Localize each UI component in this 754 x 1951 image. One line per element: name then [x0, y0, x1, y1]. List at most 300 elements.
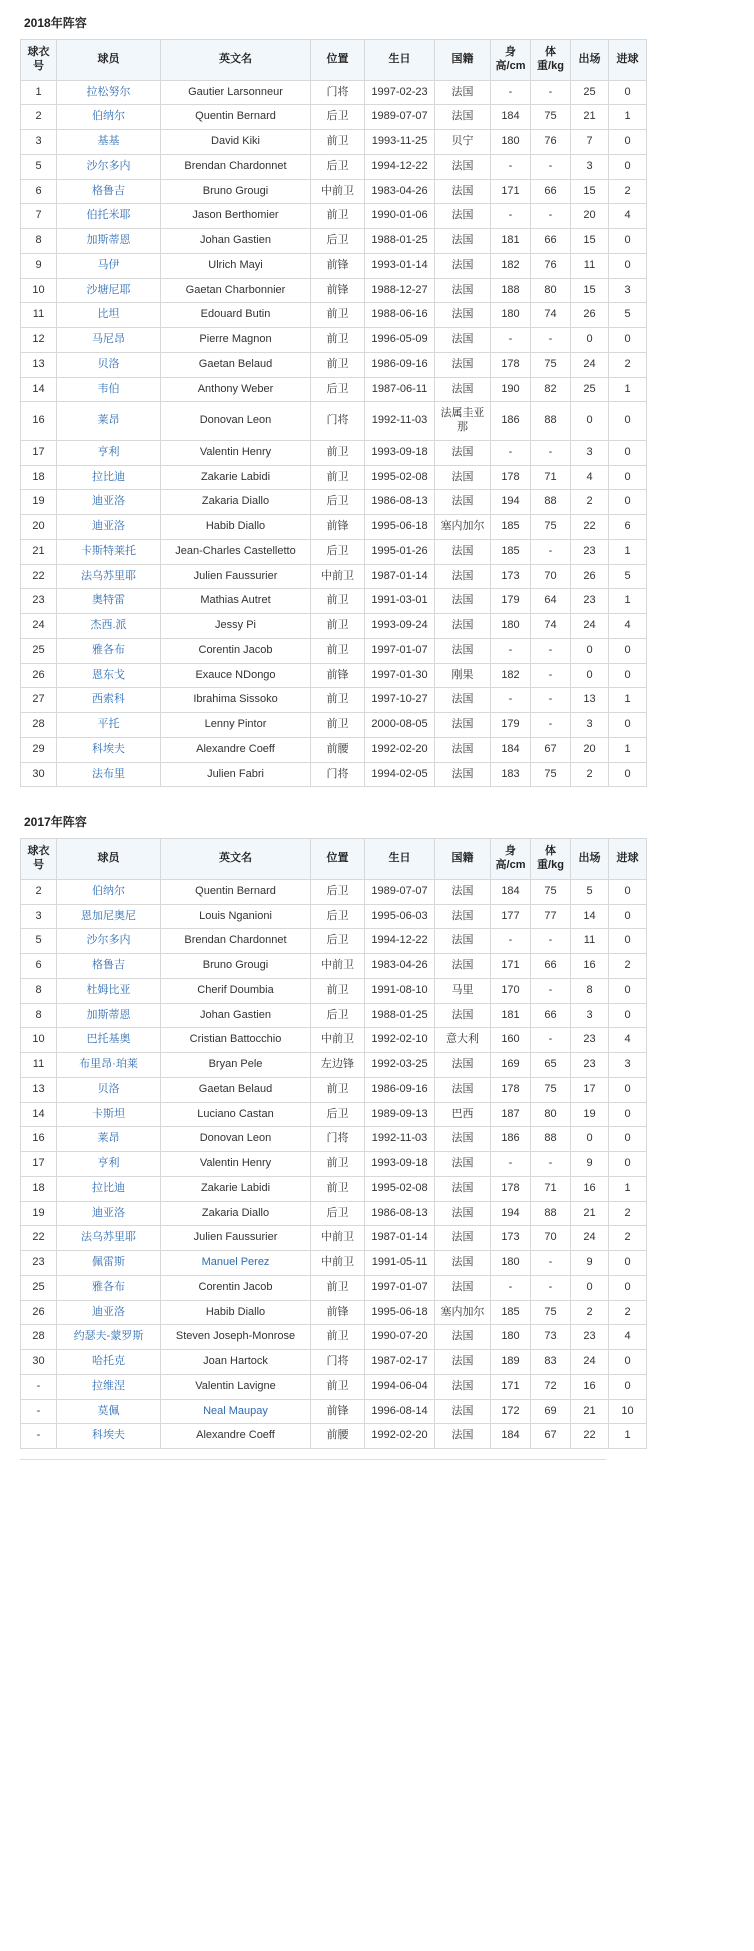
player-name-en: Gaetan Belaud: [161, 352, 311, 377]
player-name-cn[interactable]: 雅各布: [57, 638, 161, 663]
player-name-cn[interactable]: 拉松努尔: [57, 80, 161, 105]
table-cell: 0: [571, 638, 609, 663]
table-cell: 5: [21, 929, 57, 954]
player-name-cn[interactable]: 恩东戈: [57, 663, 161, 688]
player-name-en: Habib Diallo: [161, 515, 311, 540]
player-name-en: Julien Faussurier: [161, 1226, 311, 1251]
table-cell: 17: [21, 440, 57, 465]
table-cell: 185: [491, 1300, 531, 1325]
table-cell: 1990-01-06: [365, 204, 435, 229]
player-name-en: Jessy Pi: [161, 614, 311, 639]
table-cell: 法国: [435, 179, 491, 204]
table-cell: 3: [571, 154, 609, 179]
player-name-en: Gautier Larsonneur: [161, 80, 311, 105]
table-cell: 前锋: [311, 253, 365, 278]
player-name-cn[interactable]: 贝洛: [57, 1077, 161, 1102]
table-cell: 1995-02-08: [365, 465, 435, 490]
table-cell: 16: [571, 954, 609, 979]
table-cell: 21: [571, 1399, 609, 1424]
table-cell: 法国: [435, 713, 491, 738]
table-cell: 14: [571, 904, 609, 929]
section-title: 2017年阵容: [24, 815, 87, 830]
player-name-cn[interactable]: 沙尔多内: [57, 154, 161, 179]
table-cell: 20: [571, 737, 609, 762]
table-cell: 2: [609, 1300, 647, 1325]
table-cell: 14: [21, 377, 57, 402]
table-cell: 27: [21, 688, 57, 713]
table-cell: 1987-01-14: [365, 1226, 435, 1251]
player-name-cn[interactable]: 哈托克: [57, 1350, 161, 1375]
player-name-cn[interactable]: 巴托基奥: [57, 1028, 161, 1053]
table-cell: 0: [609, 402, 647, 441]
table-cell: 1997-01-07: [365, 1275, 435, 1300]
table-cell: 后卫: [311, 879, 365, 904]
player-name-en: Cristian Battocchio: [161, 1028, 311, 1053]
player-name-cn[interactable]: 奥特雷: [57, 589, 161, 614]
table-cell: 194: [491, 490, 531, 515]
table-cell: 15: [571, 229, 609, 254]
table-cell: 法国: [435, 1077, 491, 1102]
table-cell: 3: [21, 904, 57, 929]
player-name-en[interactable]: Manuel Perez: [161, 1251, 311, 1276]
table-cell: -: [491, 688, 531, 713]
player-name-cn[interactable]: 格鲁吉: [57, 179, 161, 204]
player-name-cn[interactable]: 恩加尼奥尼: [57, 904, 161, 929]
player-name-cn[interactable]: 佩雷斯: [57, 1251, 161, 1276]
table-row: [21, 879, 647, 904]
table-cell: 0: [609, 1127, 647, 1152]
column-header: 国籍: [435, 40, 491, 81]
player-name-en: Ibrahima Sissoko: [161, 688, 311, 713]
table-cell: 13: [21, 352, 57, 377]
table-cell: 2: [571, 762, 609, 787]
table-cell: 前卫: [311, 1176, 365, 1201]
table-cell: 177: [491, 904, 531, 929]
player-name-cn[interactable]: 杰西.派: [57, 614, 161, 639]
table-cell: 0: [609, 713, 647, 738]
player-name-cn[interactable]: 伯托米耶: [57, 204, 161, 229]
table-cell: -: [531, 713, 571, 738]
player-name-en: Gaetan Belaud: [161, 1077, 311, 1102]
table-cell: 后卫: [311, 1102, 365, 1127]
table-cell: 17: [571, 1077, 609, 1102]
table-row: [21, 253, 647, 278]
table-cell: 8: [21, 1003, 57, 1028]
player-name-cn[interactable]: 卡斯特莱托: [57, 539, 161, 564]
section-spacer: [8, 787, 746, 803]
table-cell: 法国: [435, 589, 491, 614]
table-cell: 0: [571, 1275, 609, 1300]
table-cell: 3: [609, 1053, 647, 1078]
table-cell: 7: [21, 204, 57, 229]
player-name-cn[interactable]: 比坦: [57, 303, 161, 328]
column-header: 英文名: [161, 839, 311, 880]
player-name-cn[interactable]: 拉维涅: [57, 1374, 161, 1399]
table-cell: 前卫: [311, 614, 365, 639]
table-cell: 171: [491, 179, 531, 204]
table-cell: 法国: [435, 253, 491, 278]
table-cell: 门将: [311, 80, 365, 105]
player-name-en: Johan Gastien: [161, 229, 311, 254]
table-row: [21, 688, 647, 713]
table-cell: 1993-09-18: [365, 1152, 435, 1177]
player-name-en: Bruno Grougi: [161, 954, 311, 979]
table-cell: 181: [491, 229, 531, 254]
table-cell: 4: [609, 204, 647, 229]
table-cell: -: [531, 978, 571, 1003]
table-cell: 88: [531, 1201, 571, 1226]
table-cell: 巴西: [435, 1102, 491, 1127]
table-cell: 1992-03-25: [365, 1053, 435, 1078]
table-row: [21, 1300, 647, 1325]
table-row: [21, 1127, 647, 1152]
table-cell: 0: [609, 663, 647, 688]
table-cell: 74: [531, 303, 571, 328]
player-name-cn[interactable]: 约瑟夫-蒙罗斯: [57, 1325, 161, 1350]
table-cell: 1991-03-01: [365, 589, 435, 614]
player-name-cn[interactable]: 平托: [57, 713, 161, 738]
table-cell: 69: [531, 1399, 571, 1424]
player-name-cn[interactable]: 杜姆比亚: [57, 978, 161, 1003]
table-cell: 9: [21, 253, 57, 278]
player-name-en: Habib Diallo: [161, 1300, 311, 1325]
player-name-en: Valentin Henry: [161, 440, 311, 465]
table-cell: 30: [21, 1350, 57, 1375]
table-cell: 1990-07-20: [365, 1325, 435, 1350]
table-cell: 66: [531, 229, 571, 254]
table-cell: 2: [609, 1201, 647, 1226]
table-cell: 23: [571, 1053, 609, 1078]
table-cell: 法国: [435, 154, 491, 179]
player-name-en: Joan Hartock: [161, 1350, 311, 1375]
player-name-cn[interactable]: 科埃夫: [57, 737, 161, 762]
table-cell: 75: [531, 1077, 571, 1102]
table-row: [21, 1028, 647, 1053]
table-row: [21, 1003, 647, 1028]
table-cell: 88: [531, 402, 571, 441]
player-name-cn[interactable]: 西索科: [57, 688, 161, 713]
table-cell: 1987-01-14: [365, 564, 435, 589]
table-cell: 181: [491, 1003, 531, 1028]
table-cell: -: [491, 1152, 531, 1177]
table-cell: 法国: [435, 1399, 491, 1424]
table-row: [21, 1152, 647, 1177]
player-name-cn[interactable]: 莱昂: [57, 1127, 161, 1152]
table-cell: 前卫: [311, 465, 365, 490]
table-cell: 180: [491, 1325, 531, 1350]
table-cell: 16: [571, 1176, 609, 1201]
player-name-cn[interactable]: 拉比迪: [57, 465, 161, 490]
table-row: [21, 1077, 647, 1102]
table-cell: 贝宁: [435, 130, 491, 155]
player-name-en: Alexandre Coeff: [161, 1424, 311, 1449]
player-name-cn[interactable]: 迪亚洛: [57, 515, 161, 540]
player-name-cn[interactable]: 法乌苏里耶: [57, 1226, 161, 1251]
table-cell: 塞内加尔: [435, 515, 491, 540]
table-cell: 1993-09-18: [365, 440, 435, 465]
table-row: [21, 80, 647, 105]
table-cell: 后卫: [311, 154, 365, 179]
table-cell: 0: [609, 638, 647, 663]
table-cell: 3: [571, 440, 609, 465]
table-cell: 后卫: [311, 929, 365, 954]
table-cell: 1997-01-07: [365, 638, 435, 663]
player-name-en: Anthony Weber: [161, 377, 311, 402]
table-cell: 前卫: [311, 130, 365, 155]
table-row: [21, 328, 647, 353]
table-cell: 0: [609, 1102, 647, 1127]
table-cell: 中前卫: [311, 954, 365, 979]
player-name-en: Bryan Pele: [161, 1053, 311, 1078]
player-name-cn[interactable]: 贝洛: [57, 352, 161, 377]
table-cell: 门将: [311, 402, 365, 441]
table-cell: 13: [21, 1077, 57, 1102]
player-name-cn[interactable]: 布里昂·珀莱: [57, 1053, 161, 1078]
player-name-cn[interactable]: 加斯蒂恩: [57, 229, 161, 254]
table-cell: 3: [571, 1003, 609, 1028]
table-cell: 4: [571, 465, 609, 490]
table-cell: -: [491, 204, 531, 229]
table-row: [21, 130, 647, 155]
table-cell: 24: [21, 614, 57, 639]
player-name-en: Cherif Doumbia: [161, 978, 311, 1003]
table-row: [21, 352, 647, 377]
table-cell: 后卫: [311, 539, 365, 564]
player-name-cn[interactable]: 马尼昂: [57, 328, 161, 353]
table-cell: 0: [609, 130, 647, 155]
table-cell: 前卫: [311, 303, 365, 328]
table-cell: 1983-04-26: [365, 179, 435, 204]
table-cell: 前卫: [311, 1374, 365, 1399]
player-name-cn[interactable]: 沙塘尼耶: [57, 278, 161, 303]
player-name-en: Jean-Charles Castelletto: [161, 539, 311, 564]
table-cell: -: [531, 688, 571, 713]
table-cell: 170: [491, 978, 531, 1003]
player-name-cn[interactable]: 莱昂: [57, 402, 161, 441]
table-cell: 178: [491, 1176, 531, 1201]
table-cell: 21: [571, 1201, 609, 1226]
table-cell: 0: [609, 929, 647, 954]
player-name-cn[interactable]: 卡斯坦: [57, 1102, 161, 1127]
table-row: [21, 1399, 647, 1424]
table-cell: 9: [571, 1251, 609, 1276]
table-cell: 25: [21, 1275, 57, 1300]
table-cell: 1991-05-11: [365, 1251, 435, 1276]
table-cell: 法国: [435, 465, 491, 490]
table-cell: 1: [609, 688, 647, 713]
table-cell: 66: [531, 954, 571, 979]
player-name-cn[interactable]: 法乌苏里耶: [57, 564, 161, 589]
table-cell: 1995-06-18: [365, 515, 435, 540]
table-cell: 5: [21, 154, 57, 179]
roster-section: [8, 807, 746, 1449]
table-cell: 前卫: [311, 1077, 365, 1102]
column-header: 进球: [609, 40, 647, 81]
table-cell: 0: [609, 229, 647, 254]
table-cell: 0: [609, 1152, 647, 1177]
table-row: [21, 204, 647, 229]
table-cell: 前卫: [311, 352, 365, 377]
player-name-cn[interactable]: 基基: [57, 130, 161, 155]
table-cell: 法国: [435, 564, 491, 589]
player-name-cn[interactable]: 加斯蒂恩: [57, 1003, 161, 1028]
table-cell: 1993-09-24: [365, 614, 435, 639]
player-name-cn[interactable]: 亨利: [57, 1152, 161, 1177]
table-cell: 0: [571, 328, 609, 353]
table-cell: 2: [609, 1226, 647, 1251]
table-cell: 后卫: [311, 105, 365, 130]
table-cell: 180: [491, 303, 531, 328]
table-cell: 前卫: [311, 1152, 365, 1177]
table-cell: 法国: [435, 1176, 491, 1201]
roster-table: [20, 838, 647, 1449]
table-cell: 1989-07-07: [365, 879, 435, 904]
table-cell: 24: [571, 352, 609, 377]
player-name-cn[interactable]: 格鲁吉: [57, 954, 161, 979]
table-cell: -: [491, 638, 531, 663]
table-cell: 法国: [435, 1003, 491, 1028]
table-cell: -: [21, 1424, 57, 1449]
table-cell: 16: [571, 1374, 609, 1399]
table-cell: 前卫: [311, 1325, 365, 1350]
table-row: [21, 1275, 647, 1300]
player-name-cn[interactable]: 法布里: [57, 762, 161, 787]
table-cell: 前锋: [311, 515, 365, 540]
table-cell: 后卫: [311, 1201, 365, 1226]
player-name-cn[interactable]: 沙尔多内: [57, 929, 161, 954]
table-cell: 前卫: [311, 688, 365, 713]
table-cell: 6: [609, 515, 647, 540]
table-cell: 14: [21, 1102, 57, 1127]
table-cell: 17: [21, 1152, 57, 1177]
player-name-en: Johan Gastien: [161, 1003, 311, 1028]
table-cell: 2: [571, 1300, 609, 1325]
table-cell: 189: [491, 1350, 531, 1375]
player-name-cn[interactable]: 莫佩: [57, 1399, 161, 1424]
table-cell: 73: [531, 1325, 571, 1350]
table-cell: 中前卫: [311, 179, 365, 204]
table-cell: 2: [21, 105, 57, 130]
player-name-cn[interactable]: 伯纳尔: [57, 105, 161, 130]
column-header: 位置: [311, 40, 365, 81]
bottom-spacer: [8, 1461, 746, 1477]
table-cell: 26: [21, 1300, 57, 1325]
table-cell: 1992-02-20: [365, 737, 435, 762]
table-cell: 2: [609, 954, 647, 979]
player-name-cn[interactable]: 科埃夫: [57, 1424, 161, 1449]
table-cell: 0: [609, 1251, 647, 1276]
table-cell: 1992-02-20: [365, 1424, 435, 1449]
table-cell: -: [21, 1399, 57, 1424]
table-cell: 19: [21, 490, 57, 515]
player-name-cn[interactable]: 雅各布: [57, 1275, 161, 1300]
player-name-en: Valentin Lavigne: [161, 1374, 311, 1399]
table-cell: 169: [491, 1053, 531, 1078]
table-cell: 4: [609, 1325, 647, 1350]
table-cell: 1992-11-03: [365, 402, 435, 441]
player-name-en: Zakarie Labidi: [161, 1176, 311, 1201]
player-name-en: Corentin Jacob: [161, 638, 311, 663]
table-cell: -: [531, 328, 571, 353]
table-cell: 法国: [435, 1053, 491, 1078]
table-cell: 法国: [435, 929, 491, 954]
table-cell: 前锋: [311, 1399, 365, 1424]
table-cell: 2: [21, 879, 57, 904]
player-name-cn[interactable]: 迪亚洛: [57, 1300, 161, 1325]
player-name-cn[interactable]: 韦伯: [57, 377, 161, 402]
table-cell: 1995-06-03: [365, 904, 435, 929]
table-cell: 0: [609, 879, 647, 904]
table-cell: 171: [491, 1374, 531, 1399]
table-cell: 25: [571, 80, 609, 105]
table-cell: 1994-12-22: [365, 154, 435, 179]
player-name-cn[interactable]: 迪亚洛: [57, 490, 161, 515]
table-cell: 23: [571, 1325, 609, 1350]
table-row: [21, 229, 647, 254]
column-header: 体重/kg: [531, 40, 571, 81]
table-cell: 178: [491, 352, 531, 377]
table-cell: 前卫: [311, 440, 365, 465]
table-row: [21, 105, 647, 130]
table-cell: -: [531, 1152, 571, 1177]
table-cell: 刚果: [435, 663, 491, 688]
player-name-cn[interactable]: 马伊: [57, 253, 161, 278]
table-row: [21, 589, 647, 614]
table-row: [21, 1251, 647, 1276]
table-cell: 171: [491, 954, 531, 979]
table-row: [21, 377, 647, 402]
table-cell: 179: [491, 713, 531, 738]
table-cell: 88: [531, 1127, 571, 1152]
table-cell: -: [531, 440, 571, 465]
table-cell: 法国: [435, 879, 491, 904]
table-cell: 75: [531, 1300, 571, 1325]
table-cell: 后卫: [311, 1003, 365, 1028]
table-cell: 法国: [435, 1152, 491, 1177]
table-cell: 8: [21, 978, 57, 1003]
table-cell: 184: [491, 105, 531, 130]
table-cell: 182: [491, 253, 531, 278]
table-cell: 法国: [435, 328, 491, 353]
table-cell: 74: [531, 614, 571, 639]
table-row: [21, 1424, 647, 1449]
table-cell: 184: [491, 737, 531, 762]
table-row: [21, 978, 647, 1003]
player-name-en[interactable]: Neal Maupay: [161, 1399, 311, 1424]
table-header-row: [21, 839, 647, 880]
table-cell: 法国: [435, 1127, 491, 1152]
column-header: 出场: [571, 839, 609, 880]
table-cell: 21: [571, 105, 609, 130]
table-cell: 0: [609, 904, 647, 929]
table-cell: 5: [609, 564, 647, 589]
table-cell: 67: [531, 737, 571, 762]
player-name-cn[interactable]: 亨利: [57, 440, 161, 465]
table-cell: 0: [609, 328, 647, 353]
player-name-cn[interactable]: 拉比迪: [57, 1176, 161, 1201]
table-cell: 76: [531, 253, 571, 278]
player-name-cn[interactable]: 伯纳尔: [57, 879, 161, 904]
player-name-cn[interactable]: 迪亚洛: [57, 1201, 161, 1226]
column-header: 身高/cm: [491, 839, 531, 880]
table-cell: 法国: [435, 1374, 491, 1399]
table-row: [21, 1102, 647, 1127]
table-cell: 65: [531, 1053, 571, 1078]
table-cell: 12: [21, 328, 57, 353]
player-name-en: Quentin Bernard: [161, 105, 311, 130]
table-cell: 1986-09-16: [365, 1077, 435, 1102]
table-cell: 后卫: [311, 904, 365, 929]
